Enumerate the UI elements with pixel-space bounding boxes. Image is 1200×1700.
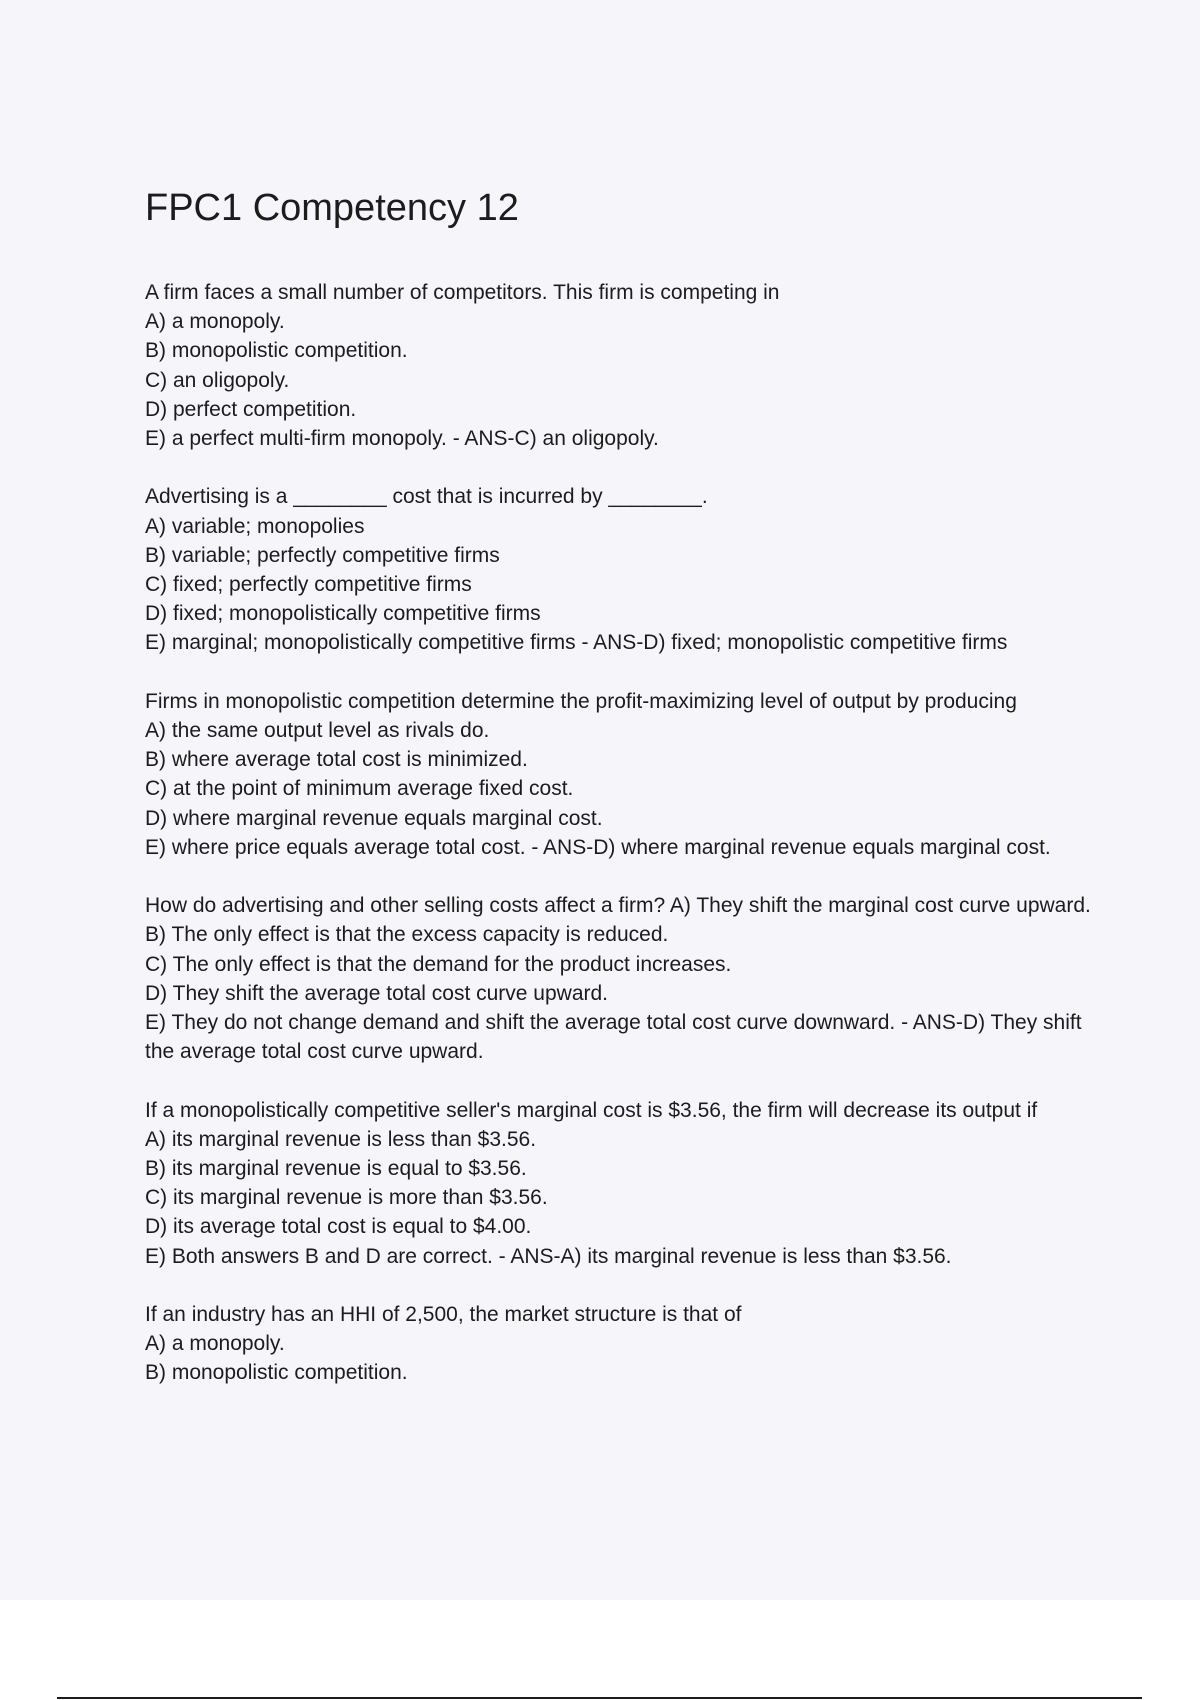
answer-option: B) where average total cost is minimized. (145, 748, 528, 772)
answer-option: B) its marginal revenue is equal to $3.56. (145, 1157, 527, 1181)
answer-option: B) monopolistic competition. (145, 339, 408, 363)
answer-option: A) its marginal revenue is less than $3.56. (145, 1127, 537, 1151)
answer-option: D) where marginal revenue equals marginal cost. (145, 806, 603, 830)
question-stem: Firms in monopolistic competition determine the profit-maximizing level of output by producing (145, 689, 1017, 713)
answer-option: A) variable; monopolies (145, 514, 365, 538)
answer-option-with-key: E) They do not change demand and shift the average total cost curve downward. - ANS-D) They shift the average total cost curve upward. (145, 1011, 1082, 1064)
question-block (145, 1096, 1095, 1271)
answer-option: D) its average total cost is equal to $4.00. (145, 1215, 532, 1239)
page-title: FPC1 Competency 12 (145, 187, 519, 229)
answer-option-with-key: E) marginal; monopolistically competitive firms - ANS-D) fixed; monopolistic competitive firms (145, 631, 1008, 655)
answer-option: C) The only effect is that the demand for the product increases. (145, 952, 732, 976)
answer-option: A) a monopoly. (145, 1332, 285, 1356)
answer-option-with-key: E) where price equals average total cost. - ANS-D) where marginal revenue equals marginal cost. (145, 835, 1051, 859)
answer-option: A) a monopoly. (145, 310, 285, 334)
answer-option: C) its marginal revenue is more than $3.56. (145, 1186, 548, 1210)
question-block (145, 687, 1095, 862)
answer-option: A) the same output level as rivals do. (145, 719, 490, 743)
answer-option: C) an oligopoly. (145, 368, 290, 392)
answer-option: B) variable; perfectly competitive firms (145, 543, 500, 567)
question-block (145, 278, 1095, 453)
footer-divider (57, 1697, 1142, 1699)
answer-option: B) monopolistic competition. (145, 1361, 408, 1385)
question-block (145, 1300, 1095, 1388)
question-stem: If an industry has an HHI of 2,500, the market structure is that of (145, 1303, 742, 1327)
answer-option: D) They shift the average total cost curve upward. (145, 981, 609, 1005)
question-stem: If a monopolistically competitive seller's marginal cost is $3.56, the firm will decrease its output if (145, 1098, 1038, 1122)
answer-option-with-key: E) a perfect multi-firm monopoly. - ANS-C) an oligopoly. (145, 427, 659, 451)
question-block (145, 482, 1095, 657)
question-list (145, 278, 1095, 1417)
answer-option: C) fixed; perfectly competitive firms (145, 573, 472, 597)
answer-option: C) at the point of minimum average fixed cost. (145, 777, 574, 801)
question-block (145, 891, 1095, 1066)
answer-option: D) perfect competition. (145, 397, 357, 421)
answer-option: D) fixed; monopolistically competitive firms (145, 602, 541, 626)
answer-option-with-key: E) Both answers B and D are correct. - ANS-A) its marginal revenue is less than $3.56. (145, 1244, 952, 1268)
question-stem: Advertising is a ________ cost that is incurred by ________. (145, 485, 708, 509)
question-stem: How do advertising and other selling costs affect a firm? A) They shift the marginal cost curve upward. (145, 894, 1091, 918)
question-stem: A firm faces a small number of competitors. This firm is competing in (145, 281, 780, 304)
answer-option: B) The only effect is that the excess capacity is reduced. (145, 923, 669, 947)
